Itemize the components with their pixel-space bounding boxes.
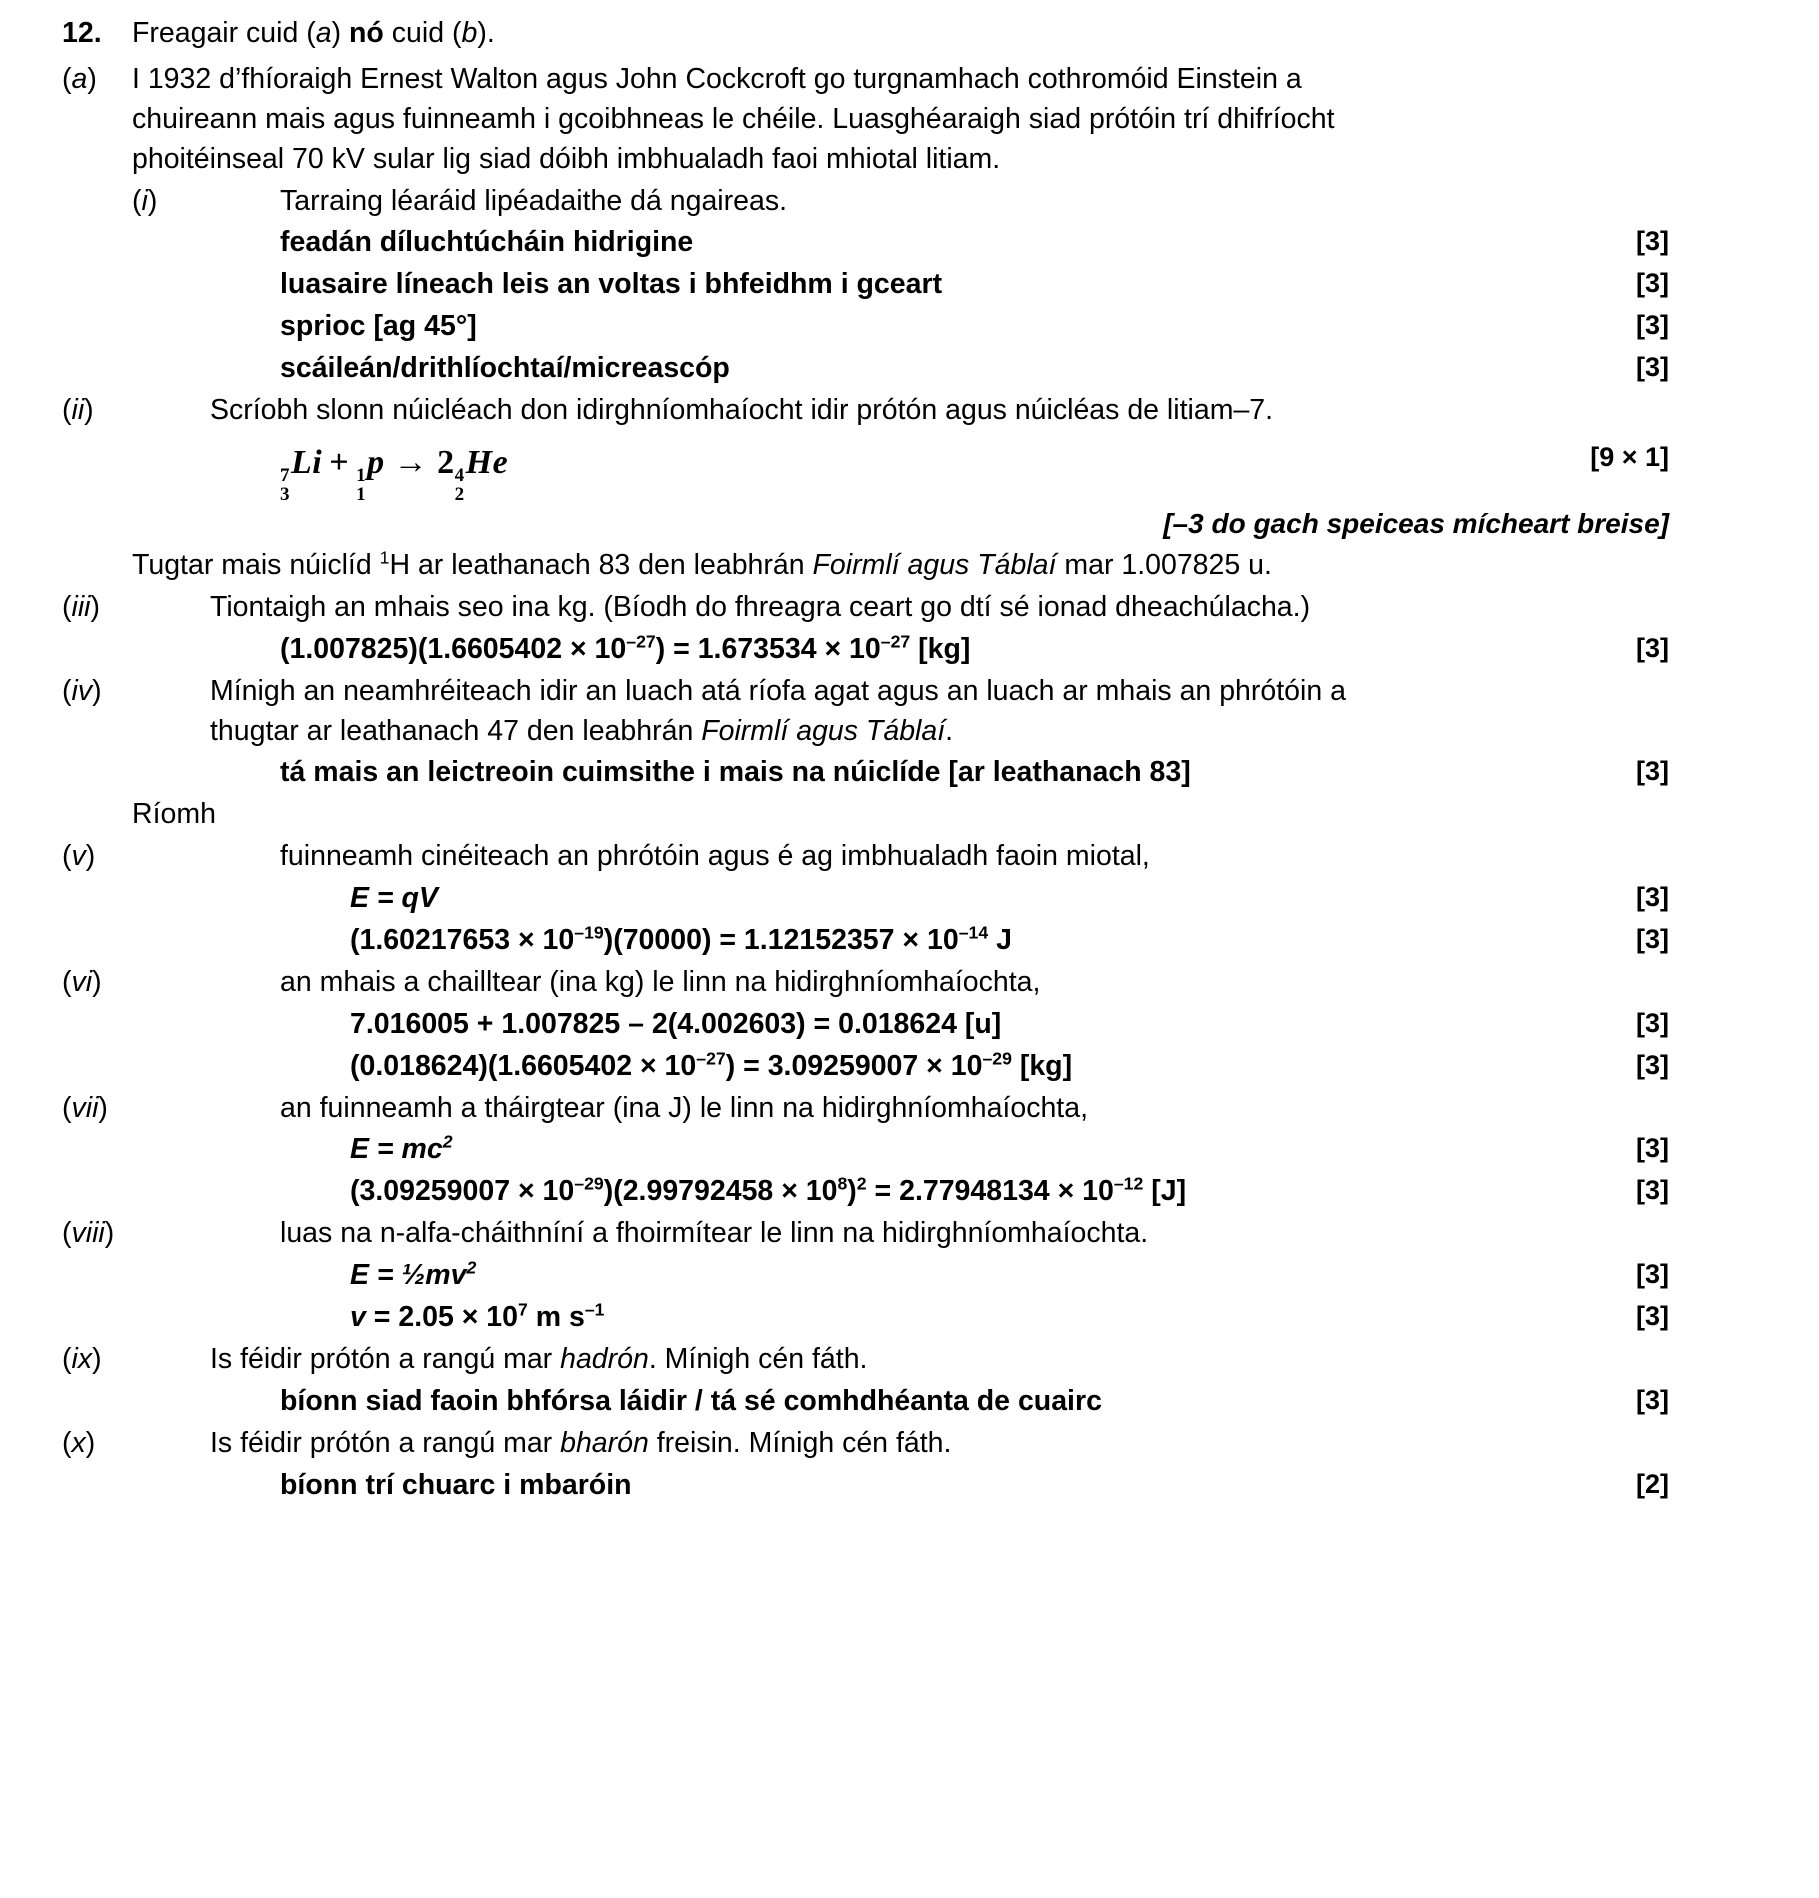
viii-exp-2: –1	[584, 1299, 605, 1320]
item-x-numeral: x	[71, 1426, 86, 1459]
riomh-heading: Ríomh	[132, 798, 216, 831]
item-i-answer-1: feadán díluchtúcháin hidrigine	[280, 226, 694, 259]
question-heading-row	[62, 14, 1761, 54]
item-iv-answer: tá mais an leictreoin cuimsithe i mais na núiclíde [ar leathanach 83]	[280, 756, 1191, 789]
vii-d: = 2.77948134 × 10	[866, 1175, 1114, 1208]
item-ii-prompt-row	[62, 391, 1761, 431]
item-x-prompt	[210, 1424, 1551, 1464]
helium-symbol: He	[465, 443, 509, 481]
item-i-numeral: i	[141, 184, 148, 217]
v-c: J	[988, 924, 1012, 956]
item-vi-line2-row	[62, 1047, 1761, 1087]
item-vi-prompt-row	[62, 963, 1761, 1003]
item-iii-prompt-row	[62, 588, 1761, 628]
helium-mass-number: 4	[454, 464, 465, 486]
item-ii-penalty-note: [–3 do gach speiceas mícheart breise]	[1163, 507, 1669, 539]
item-ix-answer: bíonn siad faoin bhfórsa láidir / tá sé comhdhéanta de cuairc	[280, 1384, 1102, 1417]
helium-nuclide-numbers	[455, 466, 465, 504]
item-v-label: (v)	[62, 840, 96, 873]
ix-text-b: . Mínigh cén fáth.	[648, 1342, 868, 1375]
vii-b: )(2.99792458 × 10	[603, 1175, 838, 1208]
item-viii-answer	[350, 1298, 1551, 1338]
item-vii-formula-row	[62, 1130, 1761, 1170]
item-v-prompt-row	[62, 837, 1761, 877]
item-x-prompt-row	[62, 1424, 1761, 1464]
vii-e: [J]	[1143, 1175, 1187, 1208]
item-iv-answer-row	[62, 753, 1761, 793]
part-a-stem-line-3: phoitéinseal 70 kV sular lig siad dóibh imbhualadh faoi mhiotal litiam.	[132, 142, 1001, 175]
item-viii-numeral: viii	[71, 1217, 105, 1250]
item-vii-formula-marks: [3]	[1636, 1133, 1669, 1164]
hydrogen-mass-number: 1	[379, 547, 390, 568]
item-v-prompt: fuinneamh cinéiteach an phrótóin agus é ag imbhualadh faoin miotal,	[280, 840, 1150, 873]
item-i-label: (i)	[132, 184, 158, 217]
riomh-row	[62, 795, 1761, 835]
item-ix-label: (ix)	[62, 1342, 102, 1375]
item-i-marks-2: [3]	[1636, 268, 1669, 299]
x-text-b: freisin. Mínigh cén fáth.	[648, 1426, 952, 1459]
proton-atomic-number: 1	[356, 483, 367, 505]
question-number: 12.	[62, 17, 102, 49]
v-exp-1: –19	[574, 922, 604, 943]
item-ii-marks: [9 × 1]	[1590, 441, 1669, 472]
item-ix-marks: [3]	[1636, 1384, 1669, 1415]
item-vi-line-2	[350, 1047, 1551, 1087]
item-iii-label: (iii)	[62, 590, 100, 623]
item-viii-answer-row	[62, 1298, 1761, 1338]
item-iii-marks: [3]	[1636, 632, 1669, 663]
proton-mass-number: 1	[356, 464, 367, 486]
item-ii-numeral: ii	[71, 394, 85, 427]
vii-a: (3.09259007 × 10	[350, 1175, 575, 1208]
item-ix-answer-row	[62, 1382, 1761, 1422]
vi-a: (0.018624)(1.6605402 × 10	[350, 1049, 697, 1082]
booklet-title-italic: Foirmlí agus Táblaí	[812, 548, 1057, 581]
iii-c: [kg]	[910, 632, 971, 665]
hadron-term-italic: hadrón	[560, 1342, 649, 1375]
v-exp-2: –14	[958, 922, 989, 943]
item-i-marks-1: [3]	[1636, 226, 1669, 257]
viii-exp-1: 7	[518, 1299, 528, 1320]
item-i-answer-row-3	[62, 307, 1761, 347]
vi-b: ) = 3.09259007 × 10	[725, 1049, 983, 1082]
reaction-arrow-icon: →	[393, 443, 429, 481]
item-vii-formula	[350, 1130, 1551, 1170]
proton-symbol: p	[367, 443, 385, 481]
nuclide-text-b: H ar leathanach 83 den leabhrán	[389, 548, 813, 581]
item-vii-marks: [3]	[1636, 1175, 1669, 1206]
item-ii-equation-row	[62, 439, 1761, 504]
iii-exp-2: –27	[880, 631, 911, 652]
item-viii-prompt-row	[62, 1214, 1761, 1254]
part-a-stem	[132, 60, 1551, 180]
item-iv-numeral: iv	[71, 674, 93, 707]
item-v-formula-marks: [3]	[1636, 882, 1669, 913]
item-viii-formula	[350, 1256, 1551, 1296]
item-iii-answer	[280, 630, 1551, 670]
item-x-answer-row	[62, 1466, 1761, 1506]
part-a-stem-line-2: chuireann mais agus fuinneamh i gcoibhneas le chéile. Luasghéaraigh siad prótóin trí dhifríocht	[132, 102, 1335, 135]
item-ix-prompt-row	[62, 1340, 1761, 1380]
v-a: (1.60217653 × 10	[350, 924, 575, 956]
item-vi-line2-marks: [3]	[1636, 1049, 1669, 1080]
option-a-letter: a	[315, 17, 332, 49]
item-v-numeral: v	[71, 840, 86, 873]
item-iv-prompt	[210, 672, 1551, 752]
item-iv-marks: [3]	[1636, 756, 1669, 787]
item-v-answer	[350, 921, 1551, 961]
item-vi-line1-row	[62, 1005, 1761, 1045]
lithium-nuclide-numbers	[280, 466, 290, 504]
vii-c: )	[847, 1175, 857, 1208]
iv-text-b: .	[945, 714, 954, 747]
item-vi-line1-marks: [3]	[1636, 1007, 1669, 1038]
iii-exp-1: –27	[626, 631, 656, 652]
item-x-answer: bíonn trí chuarc i mbaróin	[280, 1468, 632, 1501]
viii-velocity-symbol: v	[350, 1301, 366, 1334]
vi-exp-2: –29	[982, 1048, 1012, 1069]
nuclide-mass-statement-row	[62, 546, 1761, 586]
item-iv-prompt-line-2	[210, 712, 1551, 752]
item-iv-prompt-line-1: Mínigh an neamhréiteach idir an luach atá ríofa agat agus an luach ar mhais an phrótóin a	[210, 674, 1346, 707]
item-vii-label: (vii)	[62, 1091, 108, 1124]
no-conjunction: nó	[349, 17, 384, 49]
vii-exp-3: 2	[856, 1173, 867, 1194]
item-vii-prompt-row	[62, 1089, 1761, 1129]
vii-exp-4: –12	[1113, 1173, 1144, 1194]
item-i-answer-row-2	[62, 265, 1761, 305]
nuclear-equation	[280, 443, 509, 505]
item-i-answer-3: sprioc [ag 45°]	[280, 310, 477, 343]
item-iii-numeral: iii	[71, 590, 91, 623]
part-a-label: (a)	[62, 62, 97, 95]
viii-formula-base: E = ½mv	[350, 1259, 467, 1292]
item-ix-numeral: ix	[71, 1342, 93, 1375]
vii-formula-exponent: 2	[442, 1131, 453, 1152]
lithium-symbol: Li	[291, 443, 323, 481]
nuclide-text-c: mar 1.007825 u.	[1056, 548, 1272, 581]
viii-b: m s	[527, 1301, 585, 1334]
item-v-formula-row	[62, 879, 1761, 919]
item-i-marks-3: [3]	[1636, 310, 1669, 341]
nuclide-mass-statement	[132, 546, 1551, 586]
nuclear-equation-container	[280, 439, 1511, 504]
lithium-atomic-number: 3	[280, 483, 291, 505]
vii-exp-1: –29	[574, 1173, 604, 1194]
option-b-letter: b	[461, 17, 478, 49]
plus-operator: +	[329, 443, 350, 481]
item-iv-label: (iv)	[62, 674, 102, 707]
item-v-formula: E = qV	[350, 882, 438, 915]
nuclide-text-a: Tugtar mais núiclíd	[132, 548, 380, 581]
item-i-answer-row-1	[62, 223, 1761, 263]
item-vii-answer	[350, 1172, 1551, 1212]
x-text-a: Is féidir prótón a rangú mar	[210, 1426, 561, 1459]
item-vii-numeral: vii	[71, 1091, 99, 1124]
item-iv-prompt-row	[62, 672, 1761, 752]
item-ii-label: (ii)	[62, 394, 94, 427]
vii-exp-2: 8	[837, 1173, 848, 1194]
item-i-prompt: Tarraing léaráid lipéadaithe dá ngaireas.	[280, 184, 788, 217]
viii-formula-exponent: 2	[466, 1257, 477, 1278]
item-i-answer-4: scáileán/drithlíochtaí/micreascóp	[280, 352, 730, 385]
proton-nuclide-numbers	[356, 466, 366, 504]
item-i-prompt-row	[62, 182, 1761, 222]
part-a-letter: a	[71, 62, 88, 95]
item-ii-note-row	[62, 508, 1761, 540]
item-i-answer-2: luasaire líneach leis an voltas i bhfeidhm i gceart	[280, 268, 943, 301]
vi-c: [kg]	[1011, 1049, 1073, 1082]
item-vi-label: (vi)	[62, 965, 102, 998]
item-vi-prompt: an mhais a chailltear (ina kg) le linn na hidirghníomhaíochta,	[280, 965, 1041, 998]
vi-exp-1: –27	[696, 1048, 726, 1069]
item-v-marks: [3]	[1636, 924, 1669, 954]
item-viii-formula-row	[62, 1256, 1761, 1296]
item-vii-answer-row	[62, 1172, 1761, 1212]
item-x-label: (x)	[62, 1426, 96, 1459]
vii-formula-base: E = mc	[350, 1133, 443, 1166]
part-a-stem-line-1: I 1932 d’fhíoraigh Ernest Walton agus John Cockcroft go turgnamhach cothromóid Einstein a	[132, 62, 1302, 95]
baryon-term-italic: bharón	[560, 1426, 649, 1459]
item-iii-answer-row	[62, 630, 1761, 670]
item-v-answer-row	[62, 921, 1761, 961]
item-vi-line-1: 7.016005 + 1.007825 – 2(4.002603) = 0.018624 [u]	[350, 1007, 1002, 1040]
ix-text-a: Is féidir prótón a rangú mar	[210, 1342, 561, 1375]
helium-coefficient: 2	[437, 443, 455, 481]
item-i-marks-4: [3]	[1636, 352, 1669, 383]
iii-a: (1.007825)(1.6605402 × 10	[280, 632, 627, 665]
item-iii-prompt: Tiontaigh an mhais seo ina kg. (Bíodh do fhreagra ceart go dtí sé ionad dheachúlacha.)	[210, 590, 1311, 623]
item-ix-prompt	[210, 1340, 1551, 1380]
booklet-title-italic: Foirmlí agus Táblaí	[701, 714, 946, 747]
v-b: )(70000) = 1.12152357 × 10	[603, 924, 959, 956]
item-viii-formula-marks: [3]	[1636, 1259, 1669, 1290]
item-ii-prompt: Scríobh slonn núicléach don idirghníomhaíocht idir prótón agus núicléas de litiam–7.	[210, 394, 1274, 427]
viii-a: = 2.05 × 10	[365, 1301, 518, 1334]
helium-atomic-number: 2	[454, 483, 465, 505]
iv-text-a: thugtar ar leathanach 47 den leabhrán	[210, 714, 702, 747]
question-instruction: Freagair cuid (a) nó cuid (b).	[132, 17, 495, 49]
item-viii-marks: [3]	[1636, 1301, 1669, 1332]
item-x-marks: [2]	[1636, 1468, 1669, 1499]
item-vii-prompt: an fuinneamh a tháirgtear (ina J) le linn na hidirghníomhaíochta,	[280, 1091, 1088, 1124]
item-viii-prompt: luas na n-alfa-cháithníní a fhoirmítear le linn na hidirghníomhaíochta.	[280, 1217, 1149, 1250]
item-viii-label: (viii)	[62, 1217, 115, 1250]
lithium-mass-number: 7	[280, 464, 291, 486]
item-vi-numeral: vi	[71, 965, 93, 998]
iii-b: ) = 1.673534 × 10	[655, 632, 881, 665]
item-i-answer-row-4	[62, 349, 1761, 389]
part-a-stem-row	[62, 60, 1761, 180]
